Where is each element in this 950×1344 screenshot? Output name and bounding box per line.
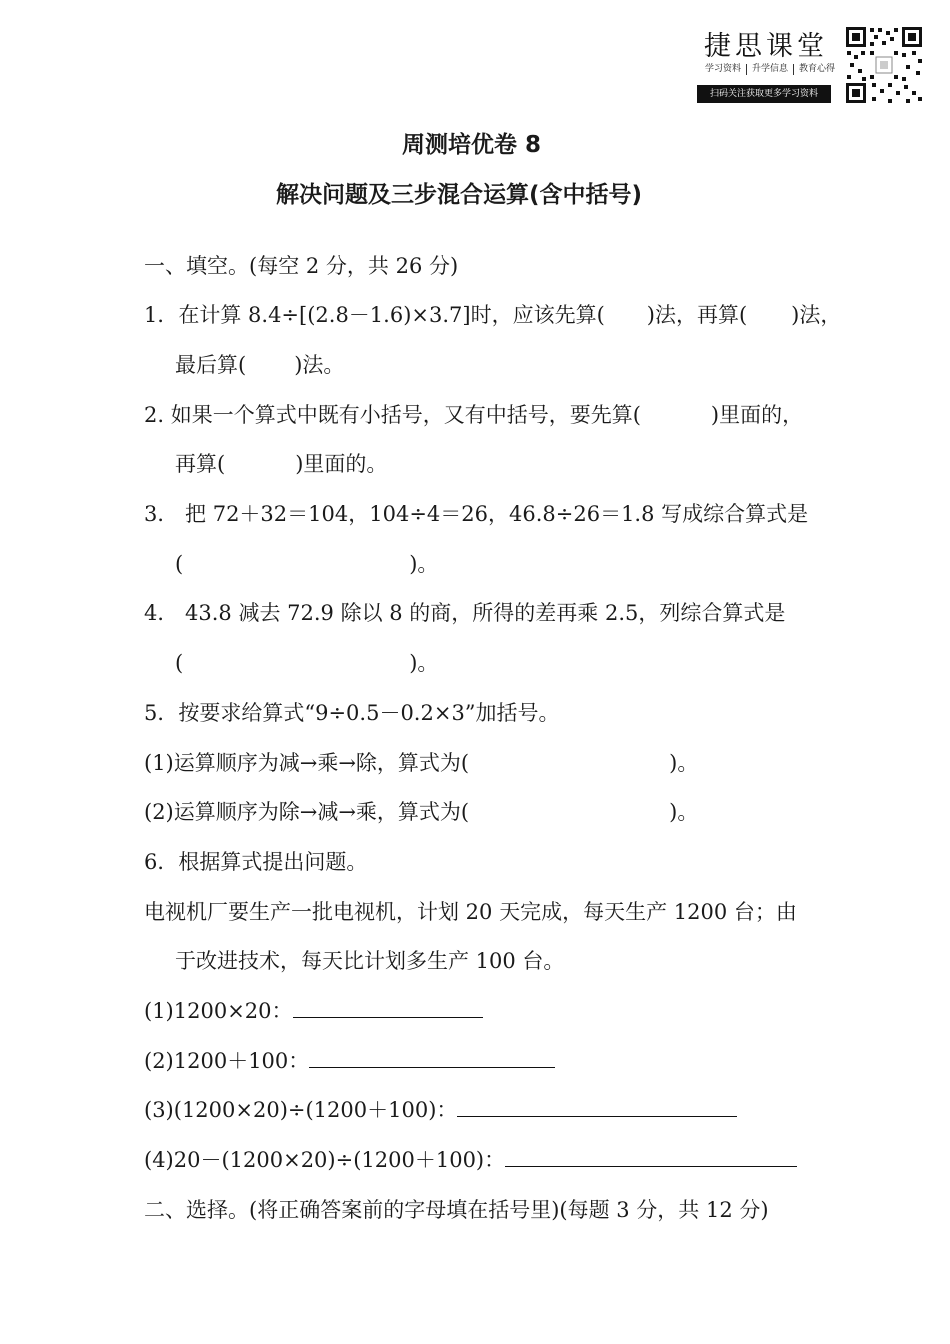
question-1-text-e: )法。 — [294, 353, 345, 377]
open-paren: ( — [175, 552, 184, 576]
question-2-text-a: 2. 如果一个算式中既有小括号，又有中括号，要先算( — [144, 403, 641, 427]
question-1-text-c: )法， — [791, 303, 842, 327]
question-3: 3． 把 72＋32＝104，104÷4＝26，46.8÷26＝1.8 写成综合算式是 — [144, 502, 809, 526]
question-2 — [144, 400, 803, 430]
question-2-text-b: )里面的， — [710, 403, 804, 427]
question-3-cont — [175, 549, 438, 579]
close-paren: )。 — [409, 651, 439, 675]
question-6-sub-3-text: (3)(1200×20)÷(1200＋100)： — [144, 1098, 458, 1122]
brand-tag: 教育心得 — [799, 64, 836, 74]
question-6-sub-4 — [144, 1145, 797, 1175]
question-5-part-1-text: (1)运算顺序为减→乘→除，算式为( — [144, 751, 470, 775]
question-5-part-1 — [144, 748, 698, 778]
answer-line[interactable] — [457, 1096, 737, 1117]
question-5: 5．按要求给算式“9÷0.5－0.2×3”加括号。 — [144, 701, 560, 725]
question-1 — [144, 300, 841, 330]
question-6-scenario: 电视机厂要生产一批电视机，计划 20 天完成，每天生产 1200 台；由 — [144, 900, 797, 924]
close-paren: )。 — [669, 751, 699, 775]
question-6-sub-2-text: (2)1200＋100： — [144, 1049, 310, 1073]
question-2-text-d: )里面的。 — [295, 452, 388, 476]
question-4: 4． 43.8 减去 72.9 除以 8 的商，所得的差再乘 2.5，列综合算式是 — [144, 601, 786, 625]
question-1-cont — [175, 350, 344, 380]
question-6-sub-1-text: (1)1200×20： — [144, 999, 293, 1023]
brand-tags — [700, 64, 840, 75]
page-title: 周测培优卷 8 — [402, 132, 542, 158]
open-paren: ( — [175, 651, 184, 675]
question-6-scenario-cont: 于改进技术，每天比计划多生产 100 台。 — [175, 949, 565, 973]
question-6-sub-3 — [144, 1095, 737, 1125]
brand-tag: 学习资料 — [700, 64, 747, 75]
question-1-text-d: 最后算( — [175, 353, 247, 377]
question-6: 6．根据算式提出问题。 — [144, 850, 368, 874]
section-2-heading: 二、选择。(将正确答案前的字母填在括号里)(每题 3 分，共 12 分) — [144, 1198, 769, 1222]
brand-slogan: 扫码关注获取更多学习资料 — [697, 85, 831, 103]
page-subtitle: 解决问题及三步混合运算(含中括号) — [276, 182, 643, 208]
question-2-cont — [175, 449, 387, 479]
question-1-text-a: 1．在计算 8.4÷[(2.8－1.6)×3.7]时，应该先算( — [144, 303, 605, 327]
answer-line[interactable] — [505, 1146, 797, 1167]
close-paren: )。 — [669, 800, 699, 824]
question-5-part-2 — [144, 797, 698, 827]
question-6-sub-2 — [144, 1046, 555, 1076]
answer-line[interactable] — [293, 997, 483, 1018]
question-2-text-c: 再算( — [175, 452, 226, 476]
answer-line[interactable] — [309, 1047, 555, 1068]
question-6-sub-4-text: (4)20－(1200×20)÷(1200＋100)： — [144, 1148, 506, 1172]
question-1-text-b: )法，再算( — [646, 303, 748, 327]
qr-code-icon[interactable] — [844, 25, 924, 105]
question-4-cont — [175, 648, 438, 678]
question-5-part-2-text: (2)运算顺序为除→减→乘，算式为( — [144, 800, 470, 824]
brand-tag: 升学信息 — [747, 64, 794, 75]
question-6-sub-1 — [144, 996, 483, 1026]
section-1-heading: 一、填空。(每空 2 分，共 26 分) — [144, 254, 459, 278]
close-paren: )。 — [409, 552, 439, 576]
brand-name: 捷思课堂 — [704, 31, 828, 62]
